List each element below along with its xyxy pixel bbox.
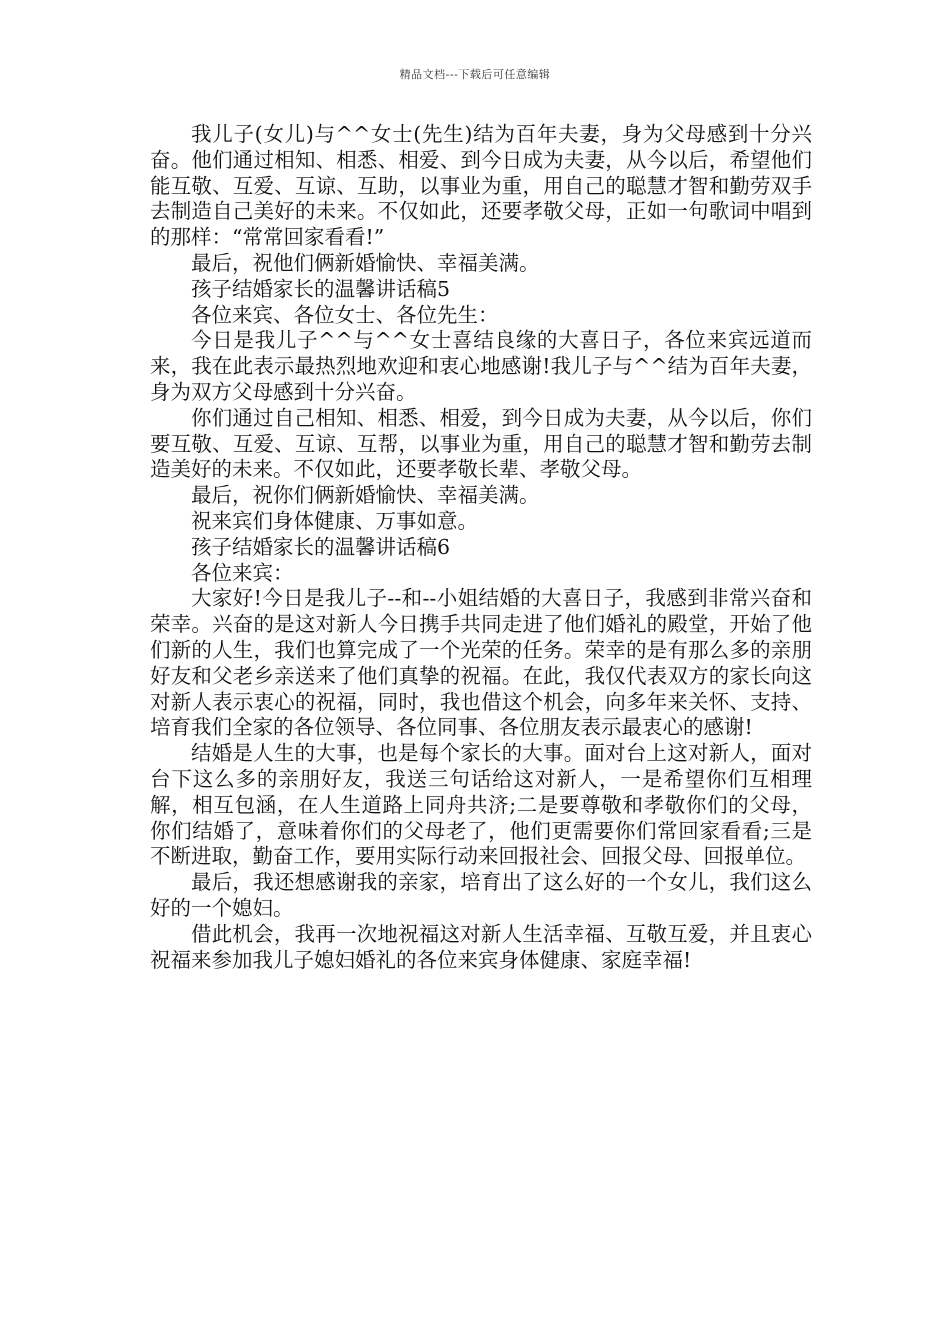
paragraph-13: 最后，我还想感谢我的亲家，培育出了这么好的一个女儿，我们这么好的一个媳妇。 [150, 870, 812, 920]
paragraph-5: 今日是我儿子^^与^^女士喜结良缘的大喜日子，各位来宾远道而来，我在此表示最热烈地欢迎和衷心地感谢!我儿子与^^结为百年夫妻，身为双方父母感到十分兴奋。 [150, 328, 812, 404]
paragraph-11: 大家好!今日是我儿子--和--小姐结婚的大喜日子，我感到非常兴奋和荣幸。兴奋的是这对新人今日携手共同走进了他们婚礼的殿堂，开始了他们新的人生，我们也算完成了一个光荣的任务。荣幸的是有那么多的亲朋好友和父老乡亲送来了他们真挚的祝福。在此，我仅代表双方的家长向这对新人表示衷心的祝福，同时，我也借这个机会，向多年来关怀、支持、培育我们全家的各位领导、各位同事、各位朋友表示最衷心的感谢! [150, 586, 812, 740]
paragraph-8: 祝来宾们身体健康、万事如意。 [191, 508, 478, 533]
document-body [150, 122, 812, 973]
paragraph-7: 最后，祝你们俩新婚愉快、幸福美满。 [191, 483, 540, 508]
paragraph-12: 结婚是人生的大事，也是每个家长的大事。面对台上这对新人，面对台下这么多的亲朋好友，我送三句话给这对新人，一是希望你们互相理解，相互包涵，在人生道路上同舟共济;二是要尊敬和孝敬你们的父母，你们结婚了，意味着你们的父母老了，他们更需要你们常回家看看;三是不断进取，勤奋工作，要用实际行动来回报社会、回报父母、回报单位。 [150, 741, 812, 869]
salutation-5: 各位来宾、各位女士、各位先生： [191, 302, 499, 327]
paragraph-6: 你们通过自己相知、相悉、相爱，到今日成为夫妻，从今以后，你们要互敬、互爱、互谅、互帮，以事业为重，用自己的聪慧才智和勤劳去制造美好的未来。不仅如此，还要孝敬长辈、孝敬父母。 [150, 405, 812, 482]
salutation-6: 各位来宾： [191, 560, 294, 585]
paragraph-2: 最后，祝他们俩新婚愉快、幸福美满。 [191, 250, 540, 275]
section-title-6: 孩子结婚家长的温馨讲话稿6 [191, 534, 451, 559]
section-title-5: 孩子结婚家长的温馨讲话稿5 [191, 276, 451, 301]
paragraph-1: 我儿子(女儿)与^^女士(先生)结为百年夫妻，身为父母感到十分兴奋。他们通过相知、相悉、相爱、到今日成为夫妻，从今以后，希望他们能互敬、互爱、互谅、互助，以事业为重，用自己的聪慧才智和勤劳双手去制造自己美好的未来。不仅如此，还要孝敬父母，正如一句歌词中唱到的那样：“常常回家看看!” [150, 122, 812, 250]
page-header: 精品文档---下载后可任意编辑 [399, 68, 551, 81]
paragraph-14: 借此机会，我再一次地祝福这对新人生活幸福、互敬互爱，并且衷心祝福来参加我儿子媳妇婚礼的各位来宾身体健康、家庭幸福! [150, 921, 812, 972]
